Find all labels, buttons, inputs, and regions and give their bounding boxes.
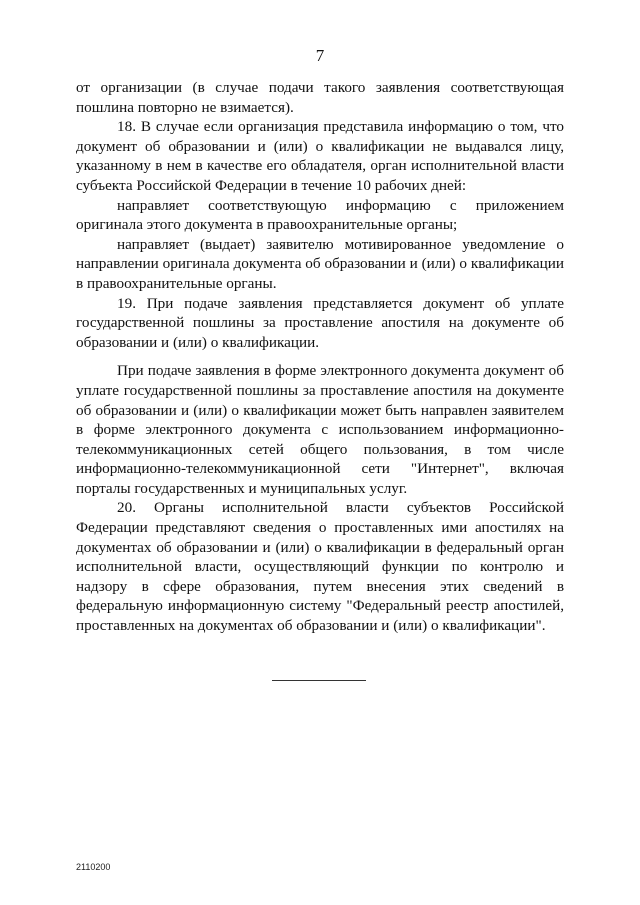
end-divider [272, 680, 366, 681]
footer-document-code: 2110200 [76, 862, 111, 872]
paragraph-item-19: 19. При подаче заявления представляется документ об уплате государственной пошлины за проставление апостиля на документе об образовании и (или) о квалификации. [76, 294, 564, 351]
paragraph-item-19-electronic: При подаче заявления в форме электронного документа документ об уплате государственной пошлины за проставление апостиля на документе об образовании и (или) о квалификации может быть направлен заявителем в форме электронного документа с использованием информационно-телекоммуникационных сетей общего пользования, в том числе информационно-телекоммуникационной сети "Интернет", включая порталы государственных и муниципальных услуг. [76, 362, 564, 497]
paragraph-item-18: 18. В случае если организация представила информацию о том, что документ об образовании и (или) о квалификации не выдавался лицу, указанному в нем в качестве его обладателя, орган исполнительной власти субъекта Российской Федерации в течение 10 рабочих дней: [76, 118, 564, 194]
paragraph-item-18-action-1: направляет соответствующую информацию с приложением оригинала этого документа в правоохранительные органы; [76, 196, 564, 234]
paragraph-item-18-action-2: направляет (выдает) заявителю мотивированное уведомление о направлении оригинала документа об образовании и (или) о квалификации в правоохранительные органы. [76, 235, 564, 292]
paragraph-continuation: от организации (в случае подачи такого заявления соответствующая пошлина повторно не взимается). [76, 79, 564, 116]
document-body [76, 78, 564, 636]
paragraph-item-20: 20. Органы исполнительной власти субъектов Российской Федерации представляют сведения о проставленных ими апостилях на документах об образовании и (или) о квалификации в федеральный орган исполнительной власти, осуществляющий функции по контролю и надзору в сфере образования, путем внесения этих сведений в федеральную информационную систему "Федеральный реестр апостилей, проставленных на документах об образовании и (или) о квалификации". [76, 499, 564, 635]
page-number: 7 [315, 46, 325, 65]
